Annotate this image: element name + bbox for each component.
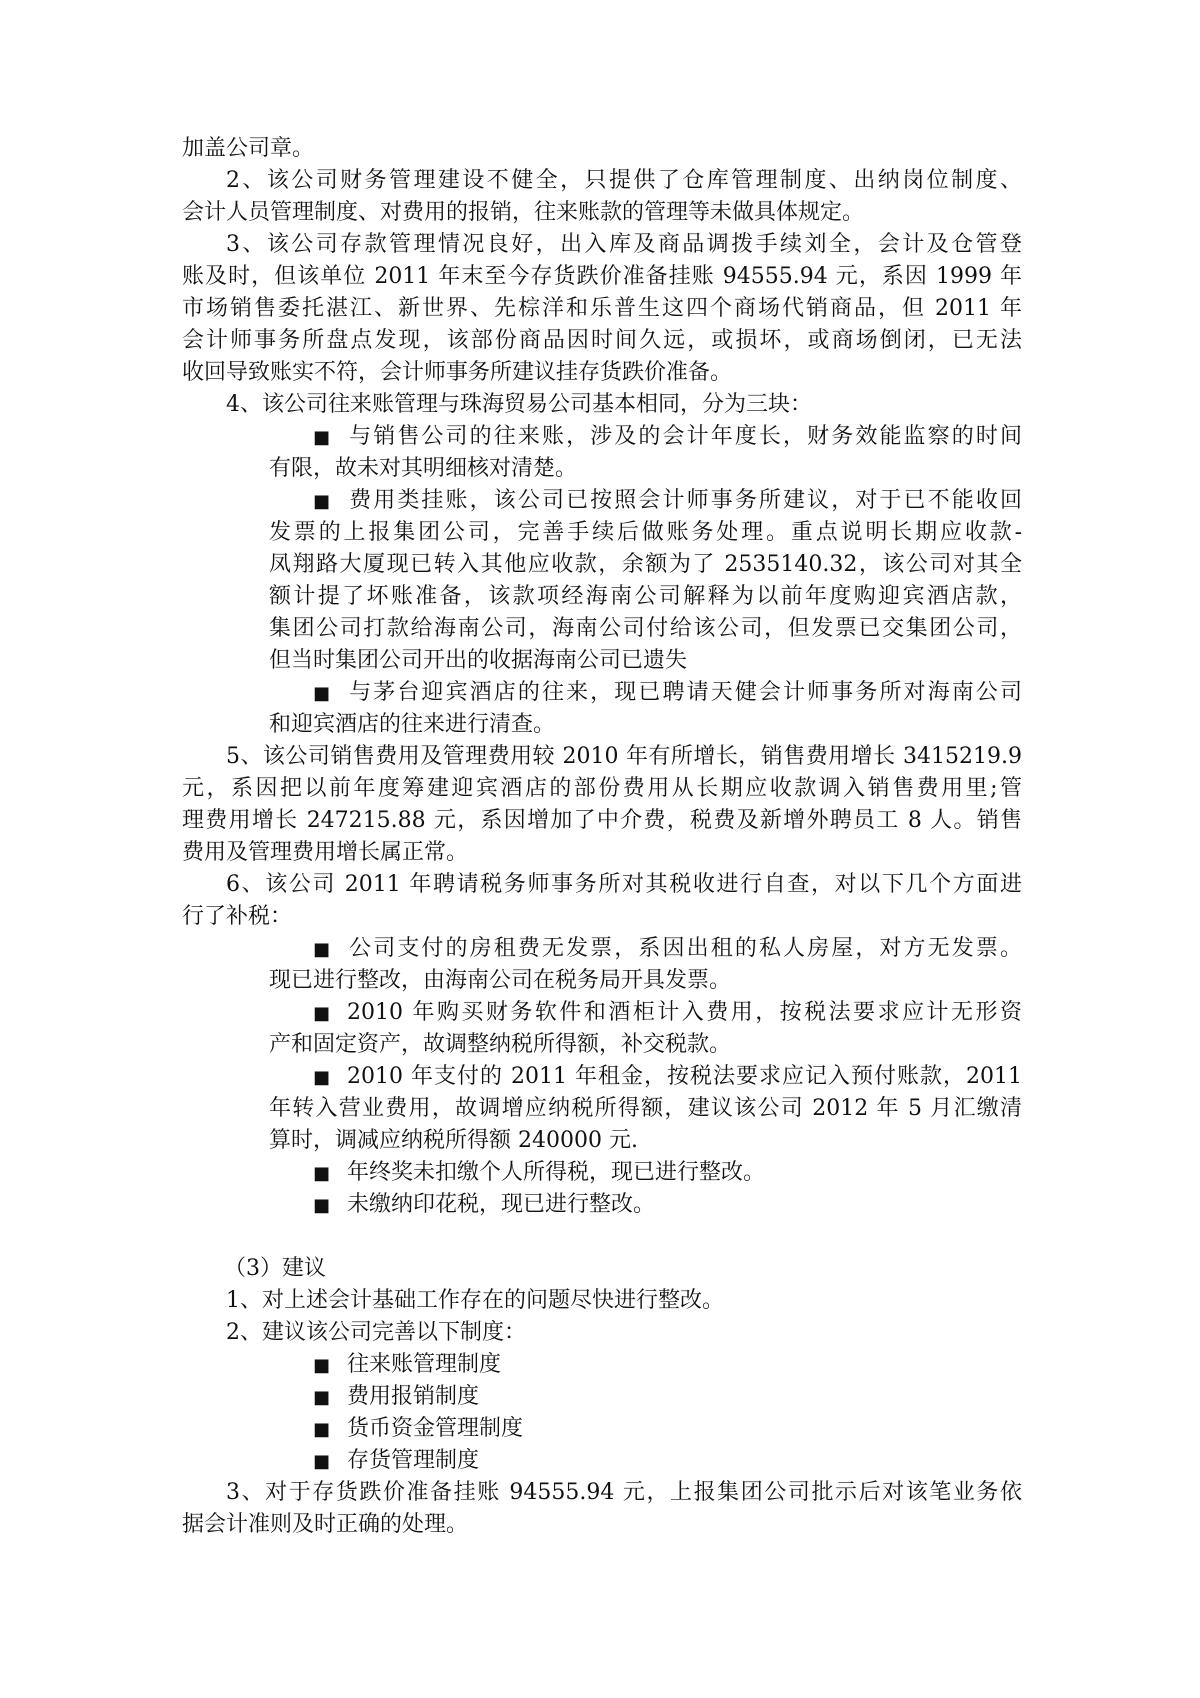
paragraph-line: 会计人员管理制度、对费用的报销，往来账款的管理等未做具体规定。 — [182, 200, 865, 225]
paragraph-line: 有限，故未对其明细核对清楚。 — [269, 456, 578, 481]
bullet-icon: ■ — [313, 1003, 331, 1024]
bullet-text: 2010 年购买财务软件和酒柜计入费用，按税法要求应计无形资 — [347, 1000, 1022, 1025]
bullet-icon: ■ — [313, 491, 331, 512]
bullet-text: 存货管理制度 — [347, 1448, 480, 1473]
bullet-text: 货币资金管理制度 — [347, 1416, 524, 1441]
bullet-text: 2010 年支付的 2011 年租金，按税法要求应记入预付账款，2011 — [347, 1064, 1022, 1089]
paragraph-line: 理费用增长 247215.88 元，系因增加了中介费，税费及新增外聘员工 8 人。销售 — [182, 808, 1022, 833]
bullet-line — [313, 1189, 1022, 1221]
bullet-text: 公司支付的房租费无发票，系因出租的私人房屋，对方无发票。 — [347, 936, 1022, 961]
paragraph-line: 2、该公司财务管理建设不健全，只提供了仓库管理制度、出纳岗位制度、 — [226, 168, 1022, 193]
paragraph-line: 3、该公司存款管理情况良好，出入库及商品调拨手续刘全，会计及仓管登 — [226, 232, 1022, 257]
bullet-line — [313, 1061, 1022, 1093]
bullet-text: 与销售公司的往来账，涉及的会计年度长，财务效能监察的时间 — [347, 424, 1022, 449]
paragraph-line: 现已进行整改，由海南公司在税务局开具发票。 — [269, 968, 732, 993]
bullet-text: 费用类挂账，该公司已按照会计师事务所建议，对于已不能收回 — [347, 488, 1022, 513]
section-heading: （3）建议 — [224, 1256, 326, 1281]
paragraph-line: 年转入营业费用，故调增应纳税所得额，建议该公司 2012 年 5 月汇缴清 — [269, 1096, 1022, 1121]
bullet-text: 年终奖未扣缴个人所得税，现已进行整改。 — [347, 1160, 766, 1185]
bullet-line — [313, 997, 1022, 1029]
bullet-line — [313, 1445, 1022, 1477]
bullet-icon: ■ — [313, 1067, 331, 1088]
bullet-text: 费用报销制度 — [347, 1384, 480, 1409]
paragraph-line: 加盖公司章。 — [182, 136, 315, 161]
bullet-text: 未缴纳印花税，现已进行整改。 — [347, 1192, 656, 1217]
paragraph-line: 费用及管理费用增长属正常。 — [182, 840, 469, 865]
paragraph-line: 和迎宾酒店的往来进行清查。 — [269, 712, 556, 737]
paragraph-line: 5、该公司销售费用及管理费用较 2010 年有所增长，销售费用增长 3415219.9 — [226, 744, 1022, 769]
paragraph-line: 凤翔路大厦现已转入其他应收款，余额为了 2535140.32，该公司对其全 — [269, 552, 1022, 577]
bullet-line — [313, 1349, 1022, 1381]
bullet-icon: ■ — [313, 939, 331, 960]
bullet-line — [313, 933, 1022, 965]
paragraph-line: 6、该公司 2011 年聘请税务师事务所对其税收进行自查，对以下几个方面进 — [226, 872, 1022, 897]
paragraph-line: 产和固定资产，故调整纳税所得额，补交税款。 — [269, 1032, 732, 1057]
paragraph-line: 元，系因把以前年度筹建迎宾酒店的部份费用从长期应收款调入销售费用里;管 — [182, 776, 1022, 801]
paragraph-line: 4、该公司往来账管理与珠海贸易公司基本相同，分为三块： — [226, 392, 812, 417]
paragraph-line: 账及时，但该单位 2011 年末至今存货跌价准备挂账 94555.94 元，系因 1999 年 — [182, 264, 1022, 289]
bullet-line — [313, 1157, 1022, 1189]
paragraph-line: 3、对于存货跌价准备挂账 94555.94 元，上报集团公司批示后对该笔业务依 — [226, 1480, 1022, 1505]
paragraph-line: 行了补税： — [182, 904, 293, 929]
paragraph-line: 但当时集团公司开出的收据海南公司已遗失 — [269, 648, 688, 673]
paragraph-line: 2、建议该公司完善以下制度： — [226, 1320, 526, 1345]
paragraph-line: 1、对上述会计基础工作存在的问题尽快进行整改。 — [226, 1288, 724, 1313]
bullet-icon: ■ — [313, 1355, 331, 1376]
paragraph-line: 收回导致账实不符，会计师事务所建议挂存货跌价准备。 — [182, 360, 733, 385]
paragraph-line: 算时，调减应纳税所得额 240000 元. — [269, 1128, 638, 1153]
bullet-line — [313, 421, 1022, 453]
paragraph-line: 据会计准则及时正确的处理。 — [182, 1512, 469, 1537]
bullet-text: 往来账管理制度 — [347, 1352, 502, 1377]
bullet-line — [313, 485, 1022, 517]
paragraph-line: 会计师事务所盘点发现，该部份商品因时间久远，或损坏，或商场倒闭，已无法 — [182, 328, 1022, 353]
paragraph-line: 集团公司打款给海南公司，海南公司付给该公司，但发票已交集团公司， — [269, 616, 1022, 641]
bullet-icon: ■ — [313, 1387, 331, 1408]
bullet-line — [313, 677, 1022, 709]
bullet-icon: ■ — [313, 1163, 331, 1184]
bullet-icon: ■ — [313, 1195, 331, 1216]
bullet-line — [313, 1381, 1022, 1413]
bullet-icon: ■ — [313, 427, 331, 448]
bullet-line — [313, 1413, 1022, 1445]
bullet-icon: ■ — [313, 683, 331, 704]
paragraph-line: 发票的上报集团公司，完善手续后做账务处理。重点说明长期应收款- — [269, 520, 1022, 545]
bullet-icon: ■ — [313, 1451, 331, 1472]
bullet-text: 与茅台迎宾酒店的往来，现已聘请天健会计师事务所对海南公司 — [347, 680, 1022, 705]
paragraph-line: 市场销售委托湛江、新世界、先棕洋和乐普生这四个商场代销商品，但 2011 年 — [182, 296, 1022, 321]
paragraph-line: 额计提了坏账准备，该款项经海南公司解释为以前年度购迎宾酒店款， — [269, 584, 1022, 609]
bullet-icon: ■ — [313, 1419, 331, 1440]
